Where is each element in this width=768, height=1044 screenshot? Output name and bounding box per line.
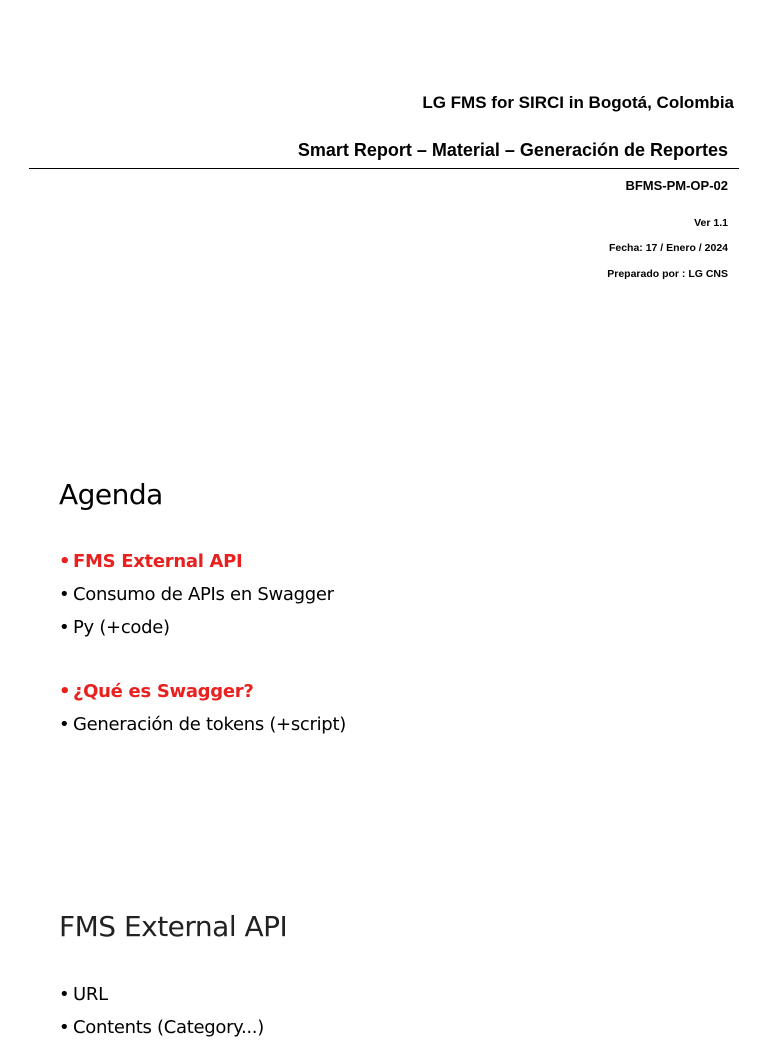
document-date: Fecha: 17 / Enero / 2024 [608,242,728,254]
document-subtitle: Smart Report – Material – Generación de Reportes [297,140,728,160]
document-title: LG FMS for SIRCI in Bogotá, Colombia [422,93,734,112]
agenda-item-label: FMS External API [73,551,243,572]
agenda-heading: Agenda [59,478,163,511]
fms-section-list [59,978,264,1044]
agenda-item-label: Generación de tokens (+script) [73,714,346,735]
document-code: BFMS-PM-OP-02 [625,178,728,193]
fms-section-heading: FMS External API [59,910,288,943]
agenda-item-py-code [59,611,334,644]
agenda-item-label: Py (+code) [73,617,170,638]
document-author: Preparado por : LG CNS [607,268,728,280]
agenda-item-label: ¿Qué es Swagger? [73,681,254,702]
agenda-list-group-1 [59,545,334,644]
agenda-list-group-2 [59,675,346,741]
agenda-item-fms-external-api [59,545,334,578]
fms-item-url [59,978,264,1011]
fms-item-label: Contents (Category...) [73,1017,264,1038]
document-version: Ver 1.1 [694,217,728,229]
fms-item-contents [59,1011,264,1044]
agenda-item-token-generation [59,708,346,741]
fms-item-label: URL [73,984,108,1005]
title-divider [29,168,739,169]
agenda-item-label: Consumo de APIs en Swagger [73,584,334,605]
agenda-item-what-is-swagger [59,675,346,708]
agenda-item-swagger-consumption [59,578,334,611]
